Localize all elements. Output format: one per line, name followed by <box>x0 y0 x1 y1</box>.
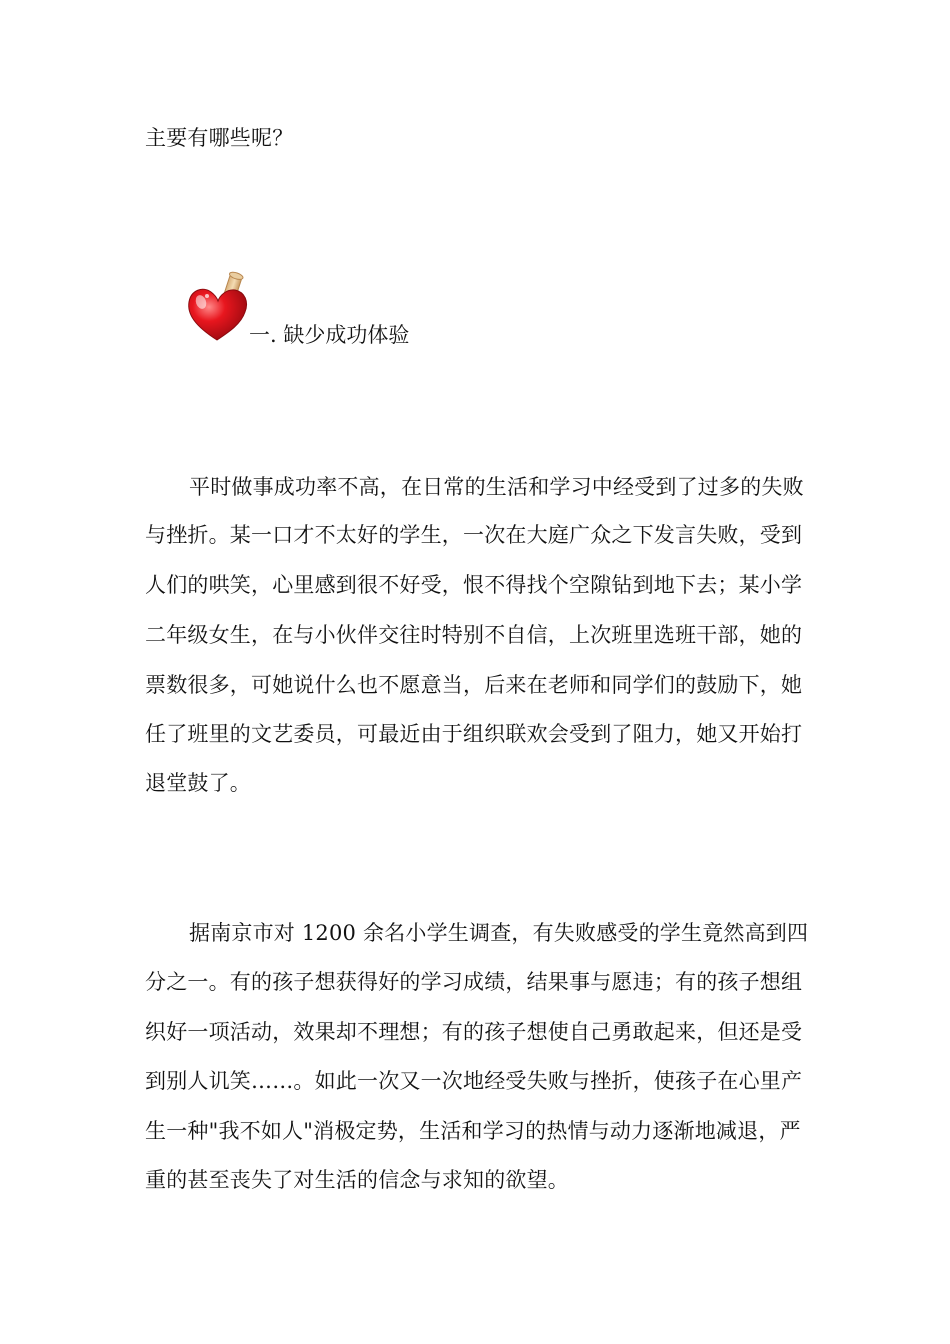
paragraph-line: 到别人讥笑……。如此一次又一次地经受失败与挫折，使孩子在心里产 <box>145 1069 803 1093</box>
paragraph-line: 与挫折。某一口才不太好的学生，一次在大庭广众之下发言失败，受到 <box>145 523 803 547</box>
paragraph-line: 二年级女生，在与小伙伴交往时特别不自信，上次班里选班干部，她的 <box>145 623 803 647</box>
paragraph-line: 据南京市对 1200 余名小学生调查，有失败感受的学生竟然高到四 <box>189 921 809 945</box>
intro-line: 主要有哪些呢？ <box>145 126 294 150</box>
paragraph-line: 织好一项活动，效果却不理想；有的孩子想使自己勇敢起来，但还是受 <box>145 1020 803 1044</box>
paragraph-line: 重的甚至丧失了对生活的信念与求知的欲望。 <box>145 1168 569 1192</box>
paragraph-line: 任了班里的文艺委员，可最近由于组织联欢会受到了阻力，她又开始打 <box>145 722 803 746</box>
section-heading: 一. 缺少成功体验 <box>249 323 410 347</box>
paragraph-line: 票数很多，可她说什么也不愿意当，后来在老师和同学们的鼓励下，她 <box>145 673 803 697</box>
paragraph-line: 平时做事成功率不高，在日常的生活和学习中经受到了过多的失败 <box>189 475 804 499</box>
paragraph-line: 分之一。有的孩子想获得好的学习成绩，结果事与愿违；有的孩子想组 <box>145 970 803 994</box>
heart-with-scroll-icon <box>185 270 253 344</box>
paragraph-line: 人们的哄笑，心里感到很不好受，恨不得找个空隙钻到地下去；某小学 <box>145 573 803 597</box>
paragraph-line: 生一种"我不如人"消极定势，生活和学习的热情与动力逐渐地减退，严 <box>145 1119 801 1143</box>
paragraph-line: 退堂鼓了。 <box>145 771 251 795</box>
